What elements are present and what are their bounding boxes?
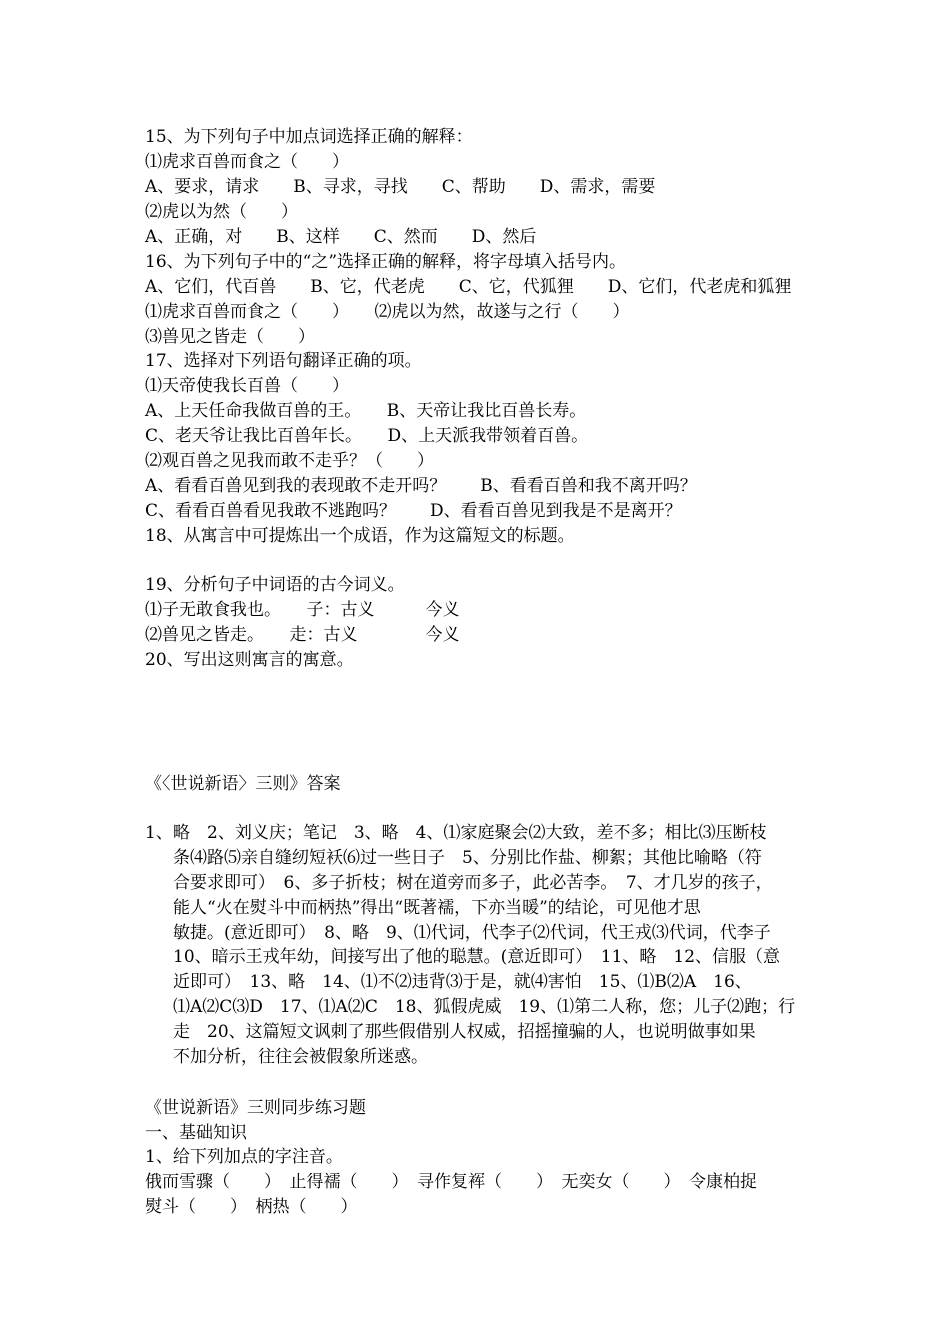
- answer-line: 条⑷路⑸亲自缝纫短袄⑹过一些日子 5、分别比作盐、柳絮；其他比喻略（符: [173, 847, 762, 868]
- answer-section-title: 《〈世说新语〉三则》答案: [145, 774, 341, 794]
- practice-question-1: 1、给下列加点的字注音。: [145, 1147, 343, 1167]
- answer-number: 1、: [145, 823, 173, 843]
- question-17-item-1-options-cd: C、老天爷让我比百兽年长。 D、上天派我带领着百兽。: [145, 426, 589, 446]
- question-19-item-1: ⑴子无敢食我也。 子：古义 今义: [145, 600, 460, 620]
- question-19-item-2: ⑵兽见之皆走。 走：古义 今义: [145, 625, 460, 645]
- question-15-item-2-options: A、正确，对 B、这样 C、然而 D、然后: [145, 227, 537, 247]
- question-17-heading: 17、选择对下列语句翻译正确的项。: [145, 351, 422, 371]
- question-15-item-1-options: A、要求，请求 B、寻求，寻找 C、帮助 D、需求，需要: [145, 177, 656, 197]
- practice-question-1-line-2: 熨斗（ ） 柄热（ ）: [145, 1197, 358, 1217]
- answer-line: ⑴A⑵C⑶D 17、⑴A⑵C 18、狐假虎威 19、⑴第二人称，您；儿子⑵跑；行: [173, 997, 796, 1018]
- question-17-item-2-options-ab: A、看看百兽见到我的表现敢不走开吗？ B、看看百兽和我不离开吗？: [145, 476, 697, 496]
- question-19-heading: 19、分析句子中词语的古今词义。: [145, 575, 405, 595]
- question-17-item-1-options-ab: A、上天任命我做百兽的王。 B、天帝让我比百兽长寿。: [145, 401, 587, 421]
- question-18: 18、从寓言中可提炼出一个成语，作为这篇短文的标题。: [145, 526, 575, 546]
- question-15-item-1: ⑴虎求百兽而食之（ ）: [145, 152, 349, 172]
- question-17-item-1: ⑴天帝使我长百兽（ ）: [145, 376, 349, 396]
- answer-line: 走 20、这篇短文讽刺了那些假借别人权威，招摇撞骗的人，也说明做事如果: [173, 1022, 756, 1043]
- question-17-item-2-options-cd: C、看看百兽看见我敢不逃跑吗？ D、看看百兽见到我是不是离开？: [145, 501, 682, 521]
- practice-subtitle: 一、基础知识: [145, 1123, 247, 1143]
- question-17-item-2: ⑵观百兽之见我而敢不走乎？（ ）: [145, 451, 434, 471]
- question-20: 20、写出这则寓言的寓意。: [145, 650, 354, 670]
- question-16-options: A、它们，代百兽 B、它，代老虎 C、它，代狐狸 D、它们，代老虎和狐狸: [145, 277, 792, 297]
- practice-question-1-line-1: 俄而雪骤（ ） 止得襦（ ） 寻作复裈（ ） 无奕女（ ） 令康柏捉: [145, 1172, 757, 1192]
- answer-body: [173, 821, 795, 1070]
- question-15-heading: 15、为下列句子中加点词选择正确的解释：: [145, 127, 473, 147]
- question-16-heading: 16、为下列句子中的“之”选择正确的解释，将字母填入括号内。: [145, 252, 627, 272]
- answer-line: 合要求即可） 6、多子折枝；树在道旁而多子，此必苦李。 7、才几岁的孩子，: [173, 872, 773, 893]
- practice-title: 《世说新语》三则同步练习题: [145, 1098, 366, 1118]
- answer-line: 略 2、刘义庆；笔记 3、略 4、⑴家庭聚会⑵大致，差不多；相比⑶压断枝: [173, 823, 767, 843]
- answer-line: 不加分析，往往会被假象所迷惑。: [173, 1047, 428, 1068]
- question-15-item-2: ⑵虎以为然（ ）: [145, 202, 298, 222]
- question-16-item-3: ⑶兽见之皆走（ ）: [145, 327, 315, 347]
- answer-line: 近即可） 13、略 14、⑴不⑵违背⑶于是，就⑷害怕 15、⑴B⑵A 16、: [173, 972, 752, 993]
- question-16-items-1-2: ⑴虎求百兽而食之（ ） ⑵虎以为然，故遂与之行（ ）: [145, 302, 630, 322]
- answer-line: 敏捷。(意近即可） 8、略 9、⑴代词，代李子⑵代词，代王戎⑶代词，代李子: [173, 922, 771, 943]
- answer-line: 能人“火在熨斗中而柄热”得出“既著襦，下亦当暖”的结论，可见他才思: [173, 897, 701, 918]
- answer-line: 10、暗示王戎年幼，间接写出了他的聪慧。(意近即可） 11、略 12、信服（意: [173, 947, 781, 968]
